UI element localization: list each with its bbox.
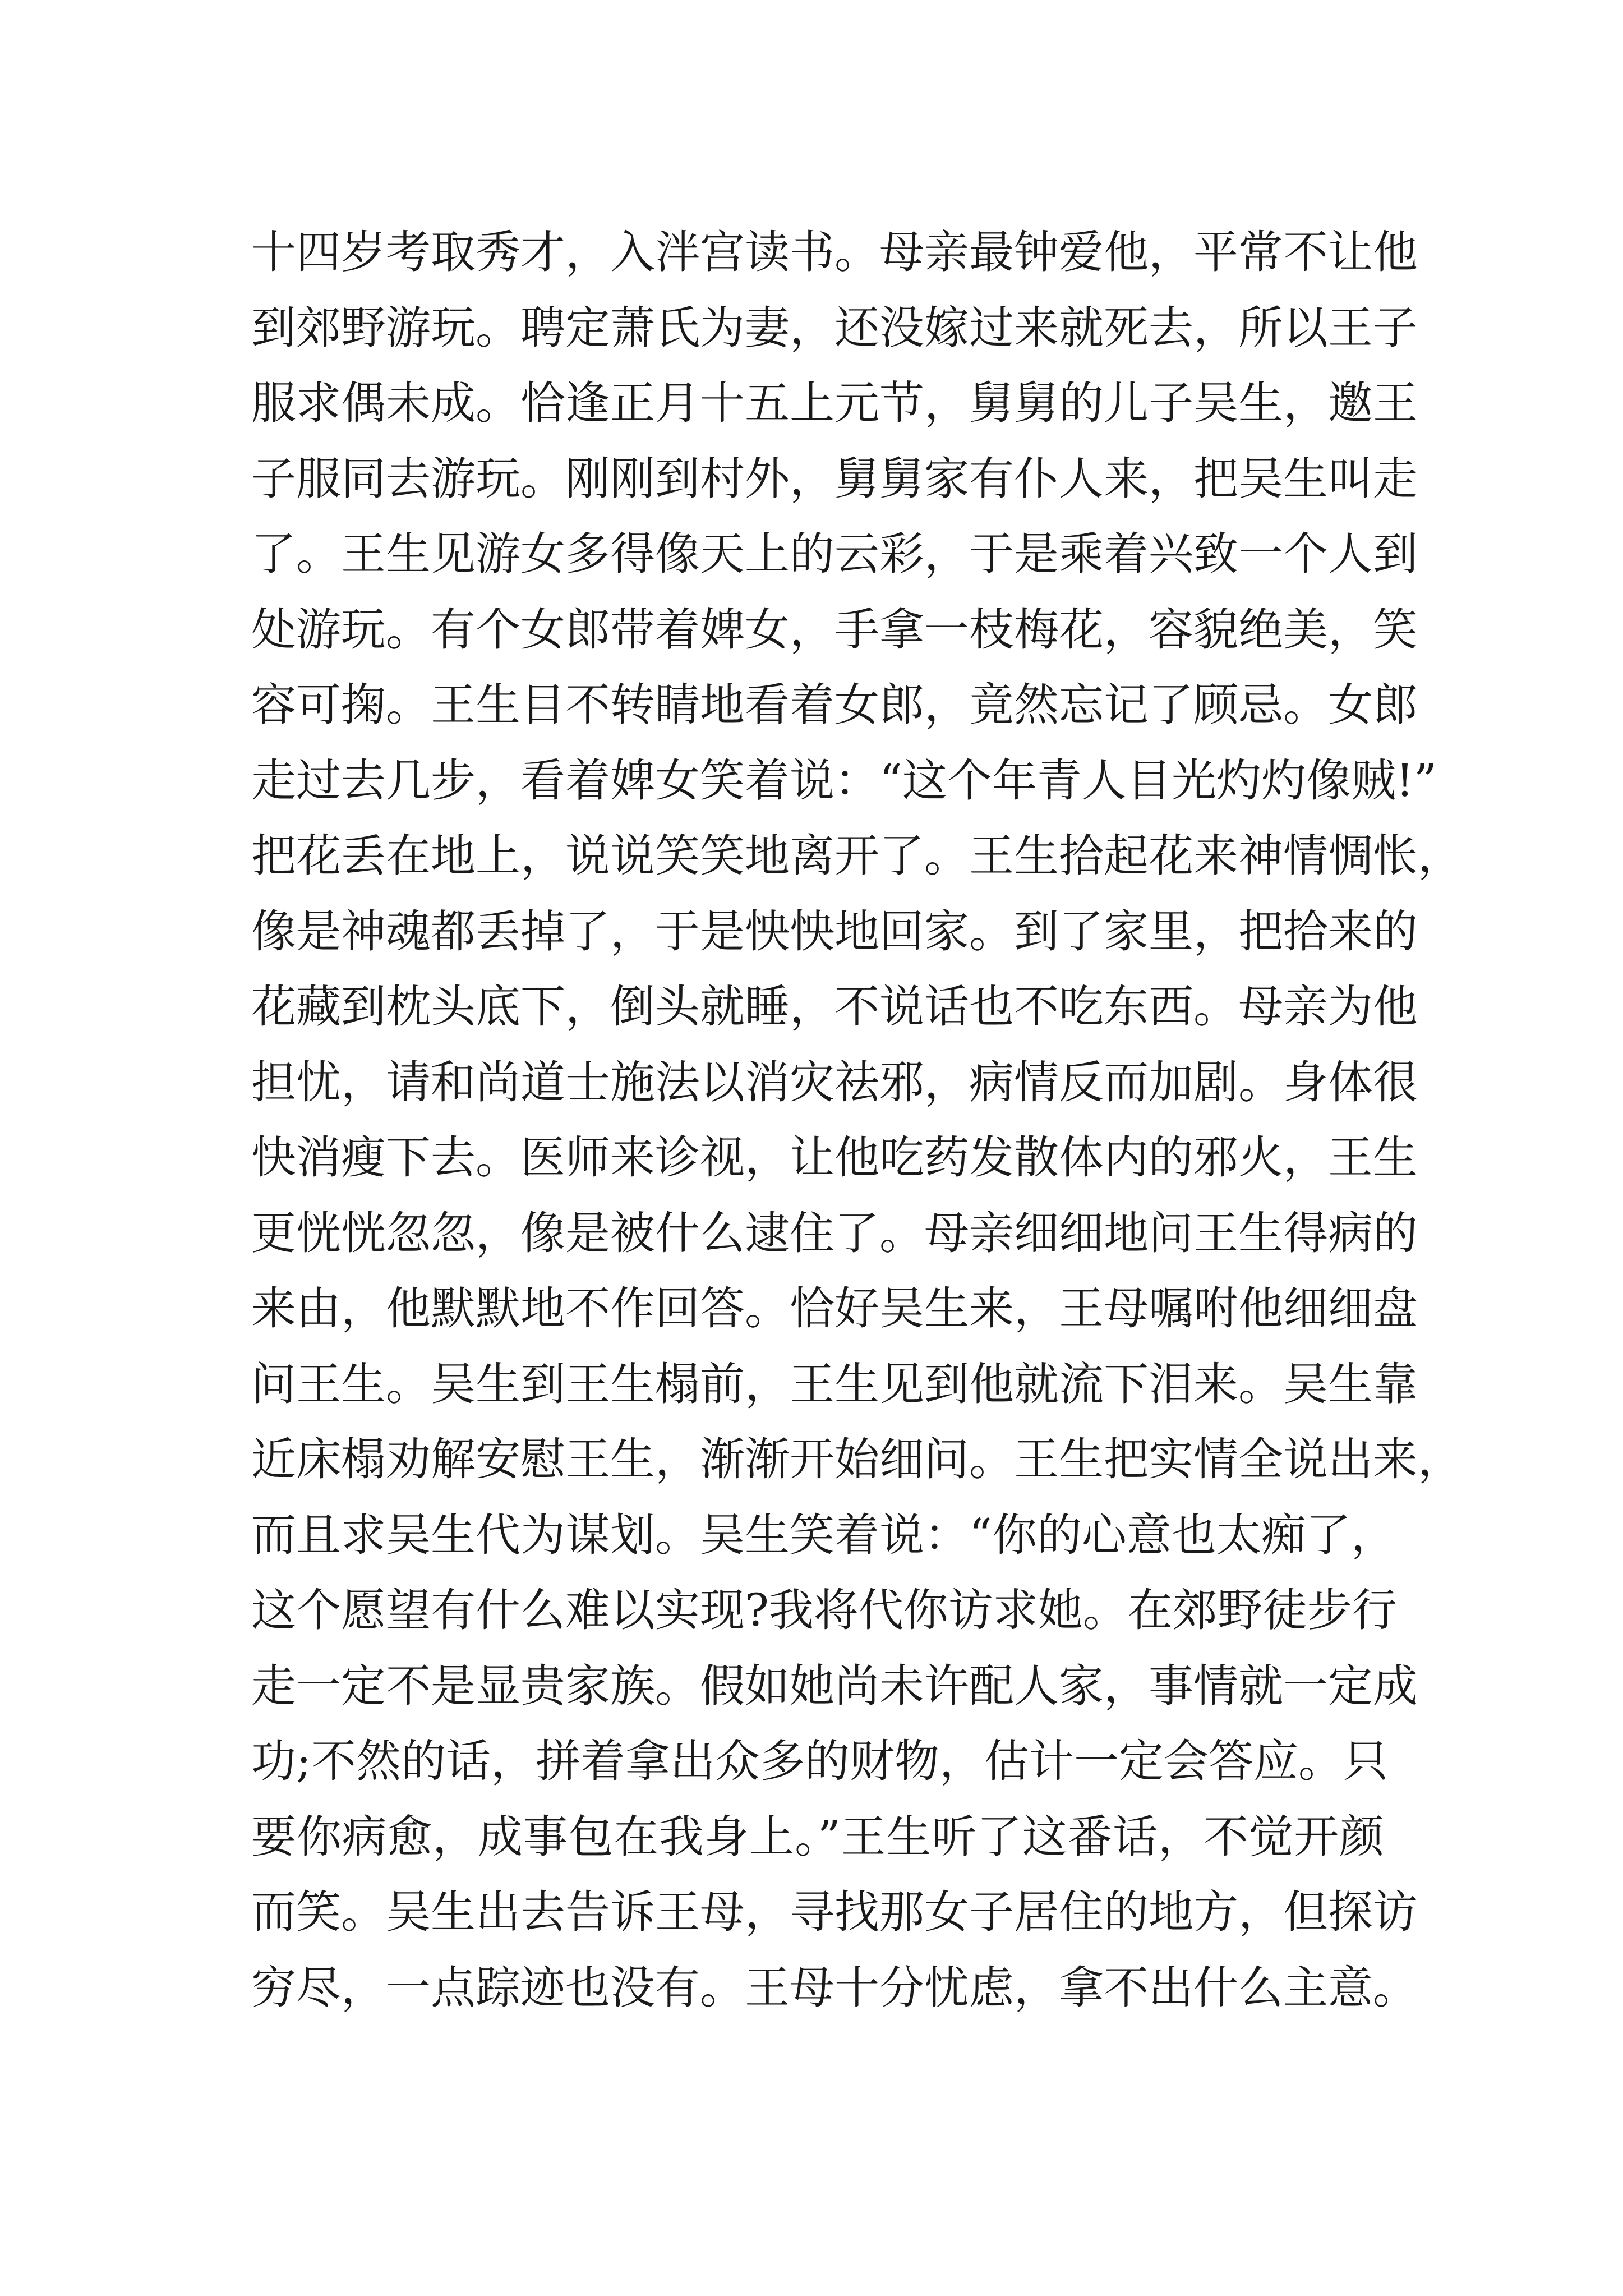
text-line: 像是神魂都丢掉了，于是怏怏地回家。到了家里，把拾来的 bbox=[251, 905, 1418, 958]
text-line: 而笑。吴生出去告诉王母，寻找那女子居住的地方，但探访 bbox=[251, 1886, 1418, 1938]
text-line: 来由，他默默地不作回答。恰好吴生来，王母嘱咐他细细盘 bbox=[251, 1282, 1418, 1335]
text-line: 到郊野游玩。聘定萧氏为妻，还没嫁过来就死去，所以王子 bbox=[251, 301, 1418, 354]
text-line: 了。王生见游女多得像天上的云彩，于是乘着兴致一个人到 bbox=[251, 528, 1418, 580]
text-line: 花藏到枕头底下，倒头就睡，不说话也不吃东西。母亲为他 bbox=[251, 981, 1418, 1033]
text-line: 走过去几步，看着婢女笑着说：“这个年青人目光灼灼像贼!” bbox=[251, 754, 1437, 807]
text-line: 把花丢在地上，说说笑笑地离开了。王生拾起花来神情惆怅， bbox=[251, 830, 1463, 882]
text-line: 服求偶未成。恰逢正月十五上元节，舅舅的儿子吴生，邀王 bbox=[251, 377, 1418, 429]
body-text bbox=[251, 215, 1463, 2026]
text-line: 走一定不是显贵家族。假如她尚未许配人家，事情就一定成 bbox=[251, 1659, 1418, 1712]
text-line: 更恍恍忽忽，像是被什么逮住了。母亲细细地问王生得病的 bbox=[251, 1207, 1418, 1259]
text-line: 功;不然的话，拼着拿出众多的财物，估计一定会答应。只 bbox=[251, 1735, 1388, 1787]
text-line: 这个愿望有什么难以实现?我将代你访求她。在郊野徒步行 bbox=[251, 1584, 1397, 1636]
text-line: 问王生。吴生到王生榻前，王生见到他就流下泪来。吴生靠 bbox=[251, 1358, 1418, 1410]
text-line: 子服同去游玩。刚刚到村外，舅舅家有仆人来，把吴生叫走 bbox=[251, 452, 1418, 505]
text-line: 要你病愈，成事包在我身上。”王生听了这番话，不觉开颜 bbox=[251, 1810, 1384, 1863]
text-line: 处游玩。有个女郎带着婢女，手拿一枝梅花，容貌绝美，笑 bbox=[251, 603, 1418, 656]
text-line: 穷尽，一点踪迹也没有。王母十分忧虑，拿不出什么主意。 bbox=[251, 1961, 1418, 2014]
text-line: 担忧，请和尚道士施法以消灾祛邪，病情反而加剧。身体很 bbox=[251, 1056, 1418, 1108]
text-line: 容可掬。王生目不转睛地看着女郎，竟然忘记了顾忌。女郎 bbox=[251, 679, 1418, 731]
text-line: 十四岁考取秀才，入泮宫读书。母亲最钟爱他，平常不让他 bbox=[251, 226, 1418, 278]
text-line: 而且求吴生代为谋划。吴生笑着说：“你的心意也太痴了， bbox=[251, 1508, 1396, 1561]
text-line: 快消瘦下去。医师来诊视，让他吃药发散体内的邪火，王生 bbox=[251, 1131, 1418, 1184]
text-line: 近床榻劝解安慰王生，渐渐开始细问。王生把实情全说出来， bbox=[251, 1433, 1463, 1485]
